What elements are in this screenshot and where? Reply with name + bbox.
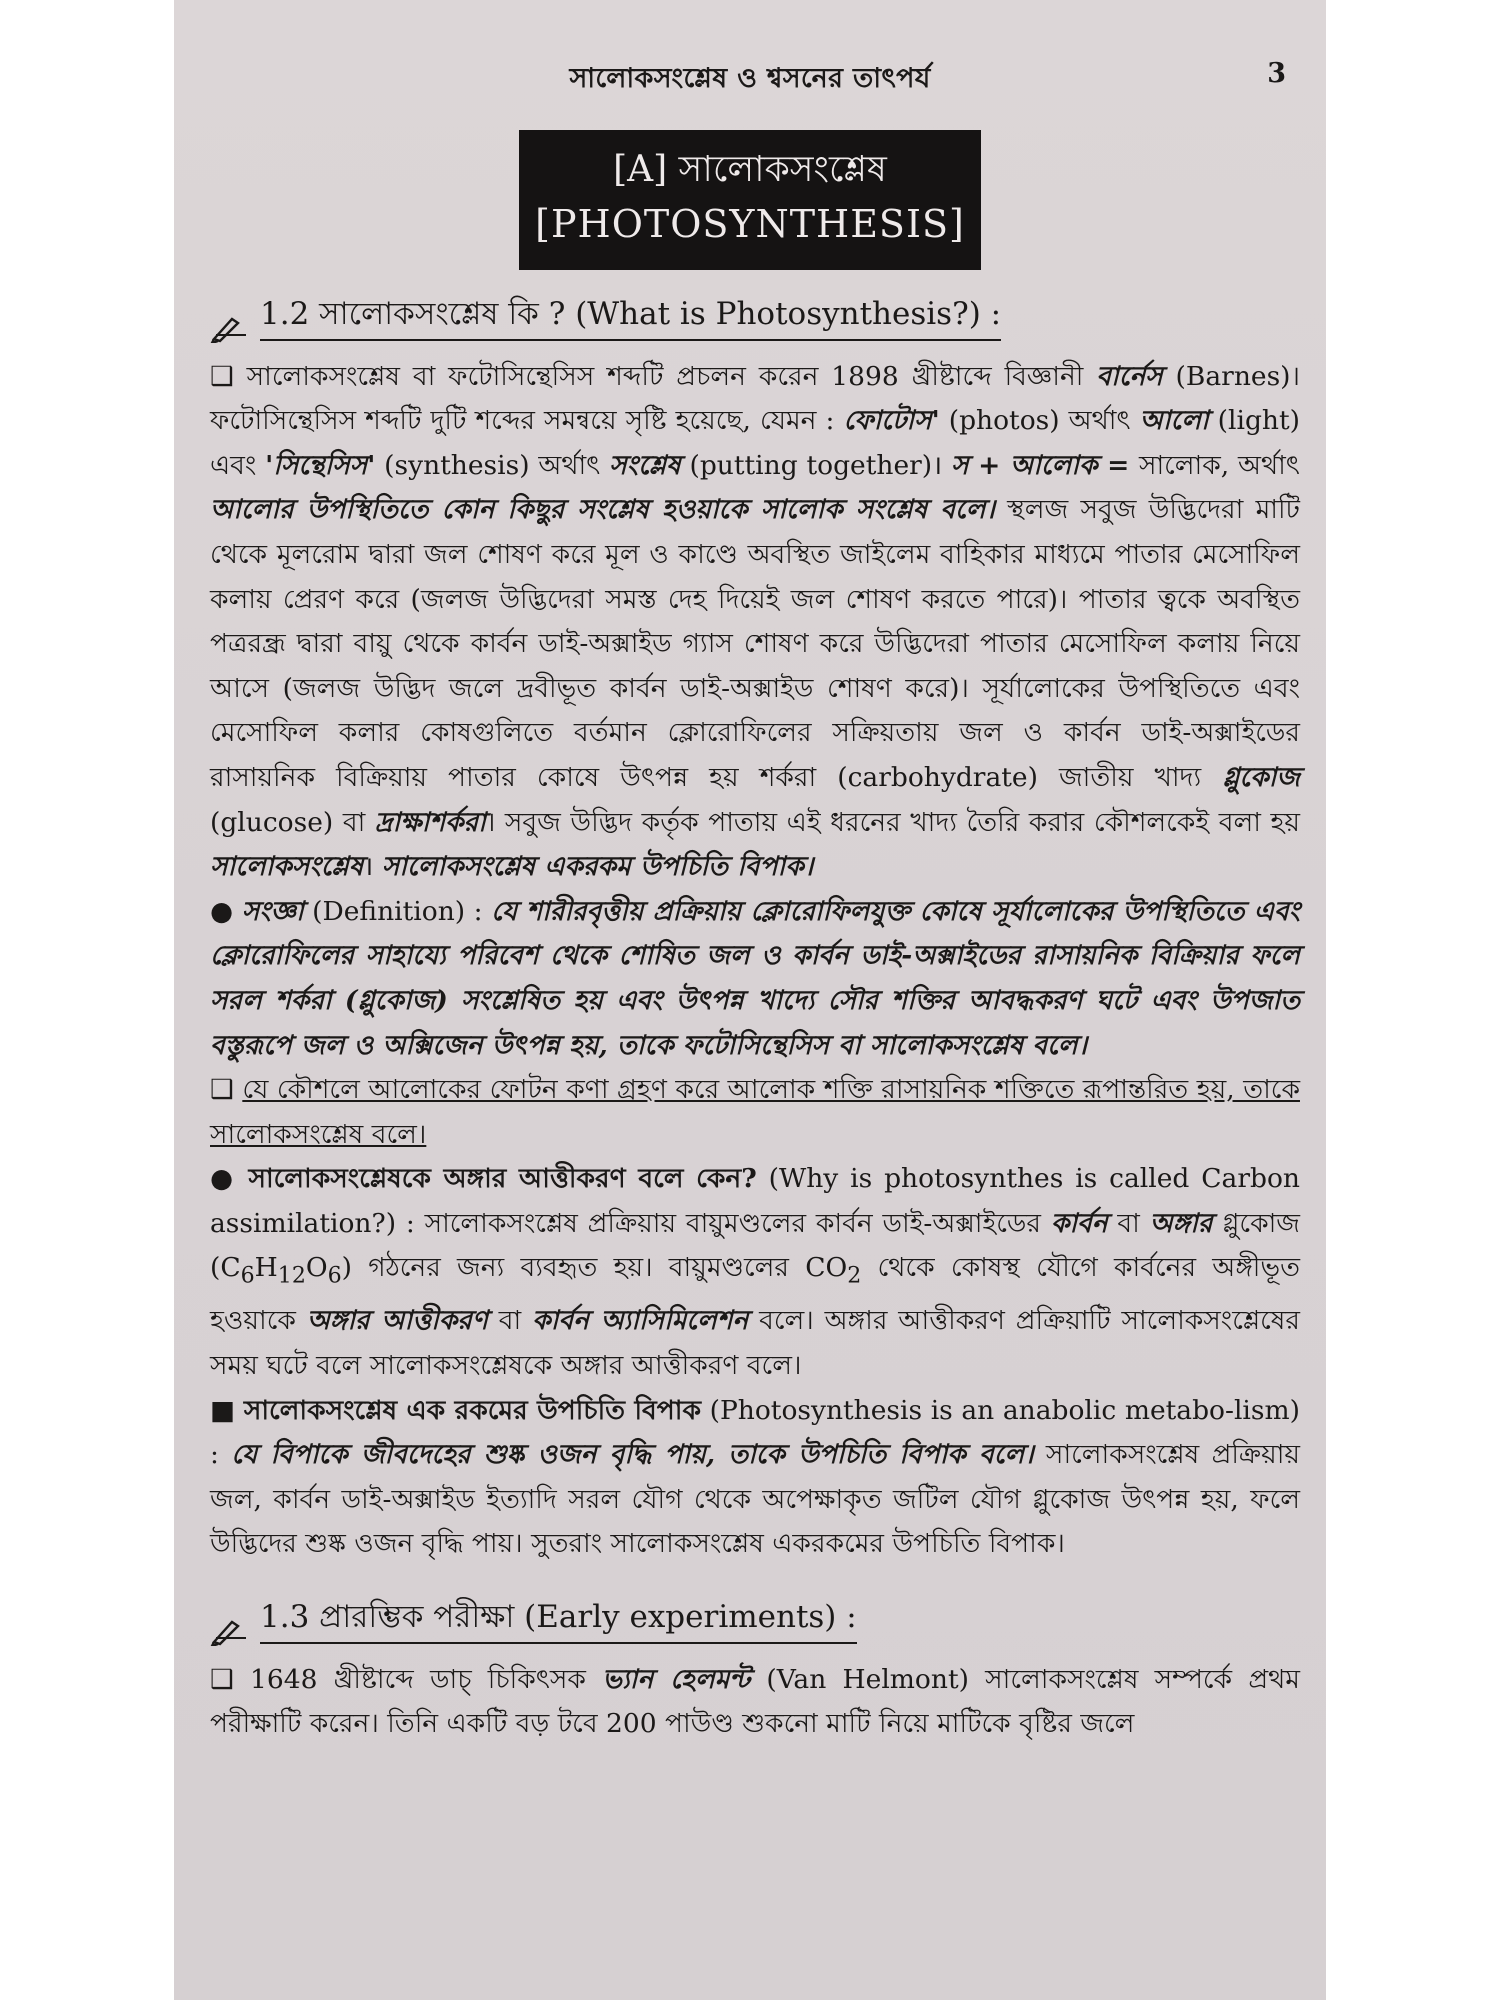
text-run: সালোকসংশ্লেষ বা ফটোসিন্থেসিস শব্দটি প্রচলন করেন 1898 খ্রীষ্টাব্দে বিজ্ঞানী	[246, 360, 1097, 392]
text-run: (putting together)।	[680, 449, 951, 481]
dot-bullet: ●	[210, 1163, 237, 1195]
text-run: (Van Helmont) সালোকসংশ্লেষ সম্পর্কে প্রথম পরীক্ষাটি করেন। তিনি একটি বড় টবে 200 পাউণ্ড শুকনো মাটি নিয়ে মাটিকে বৃষ্টির জলে	[210, 1663, 1300, 1740]
term-carbon: কার্বন	[1050, 1207, 1108, 1239]
text-run: 1648 খ্রীষ্টাব্দে ডাচ্ চিকিৎসক	[250, 1663, 603, 1695]
carbon-question-bn: সালোকসংশ্লেষকে অঙ্গার আত্তীকরণ বলে কেন?	[248, 1163, 757, 1195]
term-drakkha: দ্রাক্ষাশর্করা	[374, 806, 486, 838]
term-anabolic: সালোকসংশ্লেষ একরকম উপচিতি বিপাক।	[381, 851, 814, 883]
heading-text: 1.2 সালোকসংশ্লেষ কি ? (What is Photosynthesis?) :	[260, 292, 1001, 341]
banner-title-bengali: [A] সালোকসংশ্লেষ	[613, 149, 887, 190]
term-angar-attikaran: অঙ্গার আত্তীকরণ	[306, 1305, 488, 1337]
term-barnes: বার্নেস	[1096, 360, 1163, 392]
term-photos: ফোটোস'	[843, 405, 940, 437]
anabolic-heading-bn: সালোকসংশ্লেষ এক রকমের উপচিতি বিপাক	[243, 1394, 701, 1426]
anabolic-definition: যে বিপাকে জীবদেহের শুষ্ক ওজন বৃদ্ধি পায়, তাকে উপচিতি বিপাক বলে।	[231, 1439, 1034, 1471]
definition-label: সংজ্ঞা	[241, 895, 304, 927]
text-run: সালোকসংশ্লেষ প্রক্রিয়ায় বায়ুমণ্ডলের কার্বন ডাই-অক্সাইডের	[424, 1207, 1051, 1239]
block-bullet: ■	[210, 1394, 236, 1426]
term-salok: সালোকসংশ্লেষ	[210, 851, 364, 883]
paragraph-carbon-assimilation	[210, 1157, 1300, 1388]
heading-1-2	[210, 292, 1300, 341]
text-run: স্থলজ সবুজ উদ্ভিদেরা মাটি থেকে মূলরোম দ্বারা জল শোষণ করে মূল ও কাণ্ডে অবস্থিত জাইলেম বাহিকার মাধ্যমে পাতার মেসোফিল কলায় প্রেরণ করে (জলজ উদ্ভিদেরা সমস্ত দেহ দিয়েই জল শোষণ করতে পারে)। পাতার ত্বকে অবস্থিত পত্ররন্ধ্র দ্বারা বায়ু থেকে কার্বন ডাই-অক্সাইড গ্যাস শোষণ করে উদ্ভিদেরা পাতার মেসোফিল কলায় নিয়ে আসে (জলজ উদ্ভিদ জলে দ্রবীভূত কার্বন ডাই-অক্সাইড শোষণ করে)। সূর্যালোকের উপস্থিতিতে এবং মেসোফিল কলার কোষগুলিতে বর্তমান ক্লোরোফিলের সক্রিয়তায় জল ও কার্বন ডাই-অক্সাইডের রাসায়নিক বিক্রিয়ায় পাতার কোষে উৎপন্ন হয় শর্করা (carbohydrate) জাতীয় খাদ্য	[210, 494, 1300, 793]
text-run: । সবুজ উদ্ভিদ কর্তৃক পাতায় এই ধরনের খাদ্য তৈরি করার কৌশলকেই বলা হয়	[485, 806, 1300, 838]
term-formula: স + আলোক =	[951, 449, 1139, 481]
heading-text: 1.3 প্রারম্ভিক পরীক্ষা (Early experiments) :	[260, 1595, 857, 1644]
paragraph-anabolic	[210, 1389, 1300, 1567]
text-run: (photos) অর্থাৎ	[939, 405, 1140, 437]
square-bullet: ❑	[210, 360, 234, 392]
page-content	[210, 292, 1300, 1747]
paragraph-what-is-photosynthesis	[210, 355, 1300, 890]
text-run: H	[254, 1252, 278, 1284]
anabolic-heading-en: (Photosynthesis is an anabolic metabo-lism) :	[210, 1394, 1300, 1471]
dot-bullet: ●	[210, 895, 234, 927]
section-banner	[519, 130, 981, 270]
term-carbon-assimilation: কার্বন অ্যাসিমিলেশন	[532, 1305, 749, 1337]
pen-icon	[210, 1614, 250, 1644]
paragraph-definition	[210, 890, 1300, 1068]
text-run: বলে। অঙ্গার আত্তীকরণ প্রক্রিয়াটি সালোকসংশ্লেষের সময় ঘটে বলে সালোকসংশ্লেষকে অঙ্গার আত্তীকরণ বলে।	[210, 1305, 1300, 1381]
term-van-helmont: ভ্যান হেলমন্ট	[602, 1663, 751, 1695]
term-glucose: গ্লুকোজ	[1222, 761, 1300, 793]
text-run: বা	[1107, 1207, 1150, 1239]
term-synthesis: 'সিন্থেসিস'	[265, 449, 376, 481]
photon-definition: যে কৌশলে আলোকের ফোটন কণা গ্রহণ করে আলোক শক্তি রাসায়নিক শক্তিতে রূপান্তরিত হয়, তাকে সালোকসংশ্লেষ বলে।	[210, 1074, 1300, 1150]
paragraph-early-experiments	[210, 1658, 1300, 1747]
carbon-question-en: (Why is photosynthes is called Carbon assimilation?) :	[210, 1163, 1300, 1239]
text-run: (Barnes)। ফটোসিন্থেসিস শব্দটি দুটি শব্দের সমন্বয়ে সৃষ্টি হয়েছে, যেমন :	[210, 360, 1300, 437]
text-run: বা	[487, 1305, 533, 1337]
text-run: সালোকসংশ্লেষ প্রক্রিয়ায় জল, কার্বন ডাই-অক্সাইড ইত্যাদি সরল যৌগ থেকে অপেক্ষাকৃত জটিল যৌগ গ্লুকোজ উৎপন্ন হয়, ফলে উদ্ভিদের শুষ্ক ওজন বৃদ্ধি পায়। সুতরাং সালোকসংশ্লেষ একরকমের উপচিতি বিপাক।	[210, 1439, 1300, 1560]
term-alo: আলো	[1139, 405, 1209, 437]
text-run: ) গঠনের জন্য ব্যবহৃত হয়। বায়ুমণ্ডলের CO	[341, 1252, 848, 1284]
page-number: 3	[1267, 58, 1286, 89]
text-run: O	[305, 1252, 328, 1284]
subscript: 6	[240, 1263, 255, 1289]
square-bullet: ❑	[210, 1074, 234, 1106]
text-run: গ্লুকোজ (C	[210, 1207, 1301, 1284]
heading-1-3	[210, 1595, 1300, 1644]
term-sanshlesh: সংশ্লেষ	[609, 449, 681, 481]
text-run: ।	[363, 851, 382, 883]
pen-icon	[210, 311, 250, 341]
banner-title-english: [PHOTOSYNTHESIS]	[535, 202, 965, 246]
term-definition: আলোর উপস্থিতিতে কোন কিছুর সংশ্লেষ হওয়াকে সালোক সংশ্লেষ বলে।	[210, 494, 995, 526]
subscript: 6	[327, 1263, 342, 1289]
square-bullet: ❑	[210, 1663, 234, 1695]
book-page	[174, 0, 1326, 2000]
subscript: 12	[277, 1263, 306, 1289]
term-angar: অঙ্গার	[1149, 1207, 1213, 1239]
definition-text: যে শারীরবৃত্তীয় প্রক্রিয়ায় ক্লোরোফিলযুক্ত কোষে সূর্যালোকের উপস্থিতিতে এবং ক্লোরোফিলের সাহায্যে পরিবেশ থেকে শোষিত জল ও কার্বন ডাই-অক্সাইডের রাসায়নিক বিক্রিয়ার ফলে সরল শর্করা (গ্লুকোজ) সংশ্লেষিত হয় এবং উৎপন্ন খাদ্যে সৌর শক্তির আবদ্ধকরণ ঘটে এবং উপজাত বস্তুরূপে জল ও অক্সিজেন উৎপন্ন হয়, তাকে ফটোসিন্থেসিস বা সালোকসংশ্লেষ বলে।	[210, 895, 1300, 1061]
text-run: সালোক, অর্থাৎ	[1138, 449, 1300, 481]
text-run: (glucose) বা	[210, 806, 375, 838]
subscript: 2	[847, 1263, 862, 1289]
definition-label-en: (Definition) :	[303, 895, 492, 927]
paragraph-photon	[210, 1068, 1300, 1157]
text-run: থেকে কোষস্থ যৌগে কার্বনের অঙ্গীভূত হওয়াকে	[210, 1252, 1300, 1337]
running-title: সালোকসংশ্লেষ ও শ্বসনের তাৎপর্য	[569, 63, 931, 94]
text-run: (synthesis) অর্থাৎ	[375, 449, 610, 481]
text-run: (light) এবং	[210, 405, 1300, 481]
